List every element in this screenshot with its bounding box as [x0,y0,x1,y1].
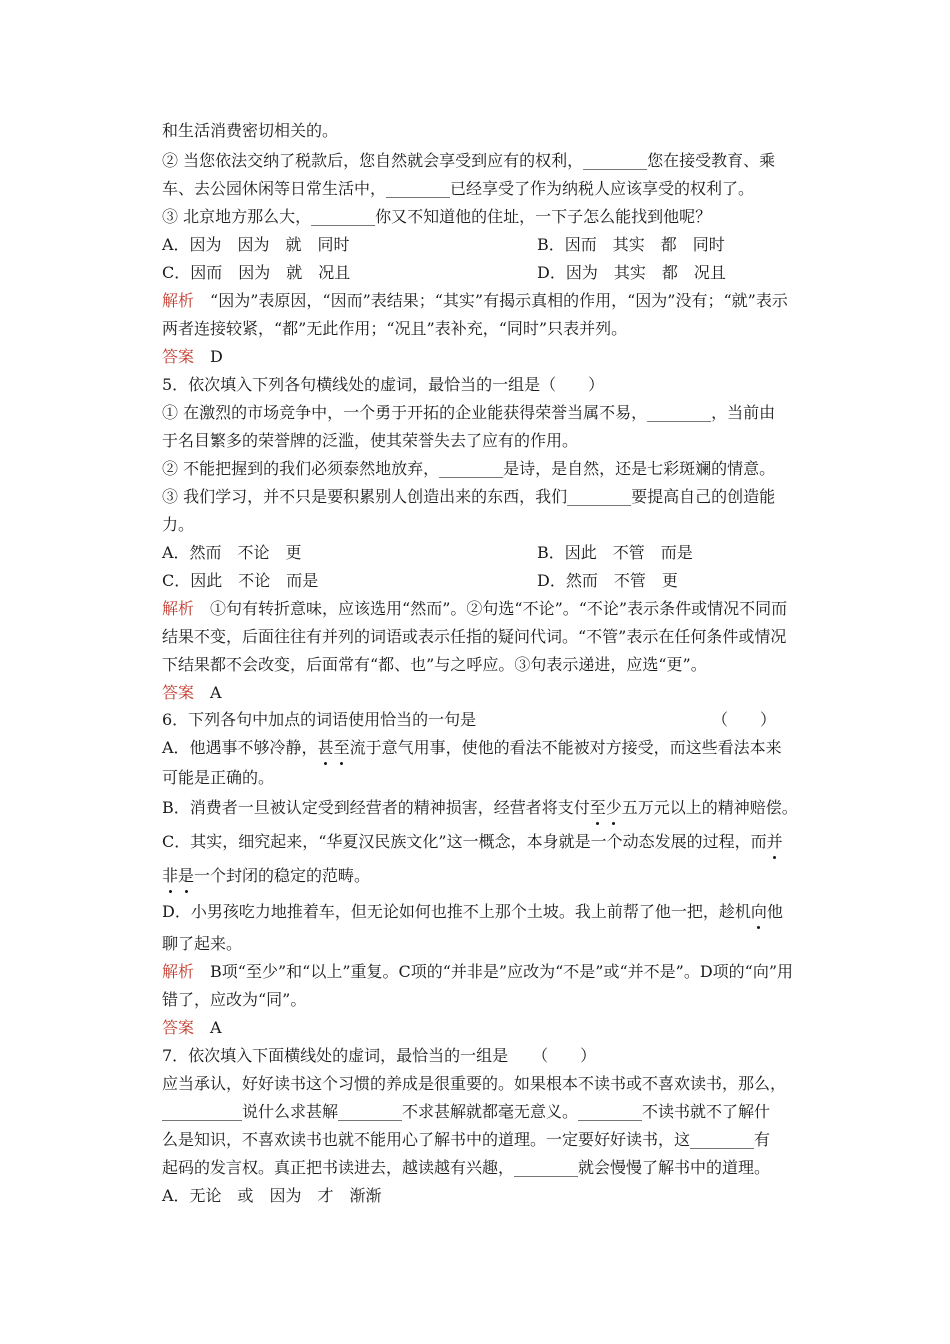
q5-sentence-2: ② 不能把握到的我们必须泰然地放弃，________是诗，是自然，还是七彩斑斓的情意。 [162,459,776,478]
q4-analysis-text: “因为”表原因，“因而”表结果；“其实”有揭示真相的作用，“因为”没有；“就”表示 [210,291,788,310]
q7-passage-line-3: 么是知识，不喜欢读书也就不能用心了解书中的道理。一定要好好读书，这________有 [162,1130,771,1149]
q5-option-a: A．然而 不论 更 [162,543,302,562]
q6-answer-line [162,1018,222,1038]
q7-option-a: A．无论 或 因为 才 渐渐 [162,1186,382,1205]
q4-text-line: 和生活消费密切相关的。 [162,121,339,140]
q5-analysis-line-2: 结果不变，后面往往有并列的词语或表示任指的疑问代词。“不管”表示在任何条件或情况 [162,627,787,646]
q4-analysis-line-1 [162,291,788,311]
q6-analysis-text: B项“至少”和“以上”重复。C项的“并非是”应改为“不是”或“并不是”。D项的“向”用 [210,962,794,981]
q6-analysis-line-2: 错了，应改为“同”。 [162,990,307,1009]
q6-a-text: A．他遇事不够冷静， [162,738,318,757]
q4-sentence-2-line-1: ② 当您依法交纳了税款后，您自然就会享受到应有的权利，________您在接受教育、乘 [162,151,776,170]
answer-label: 答案 [162,683,195,702]
q6-stem: 6．下列各句中加点的词语使用恰当的一句是 [162,710,477,729]
q5-option-b: B．因此 不管 而是 [537,543,693,562]
q4-sentence-2-line-2: 车、去公园休闲等日常生活中，________已经享受了作为纳税人应该享受的权利了。 [162,179,755,198]
q5-option-d: D．然而 不管 更 [537,571,678,590]
q4-option-a: A．因为 因为 就 同时 [162,235,350,254]
emphasis-dot-char: 至 [589,798,606,817]
q6-answer-value: A [210,1018,222,1037]
q4-analysis-line-2: 两者连接较紧，“都”无此作用；“况且”表补充，“同时”只表并列。 [162,319,628,338]
q5-stem: 5．依次填入下列各句横线处的虚词，最恰当的一组是（ ） [162,375,605,394]
q5-analysis-line-3: 下结果都不会改变，后面常有“都、也”与之呼应。③句表示递进，应选“更”。 [162,655,707,674]
answer-label: 答案 [162,347,195,366]
emphasis-dot-char: 至 [333,738,350,757]
q6-c-text: 一个封闭的稳定的范畴。 [194,866,371,885]
q7-passage-line-1: 应当承认，好好读书这个习惯的养成是很重要的。如果根本不读书或不喜欢读书，那么， [162,1074,787,1093]
q7-passage-line-2: __________说什么求甚解________不求甚解就都毫无意义。________不读书就不了解什 [162,1102,771,1121]
q6-d-text: 他 [766,902,783,921]
q4-sentence-3: ③ 北京地方那么大，________你又不知道他的住址，一下子怎么能找到他呢？ [162,207,712,226]
q6-option-a-line-2: 可能是正确的。 [162,768,275,787]
q4-answer-line [162,347,223,367]
q6-c-text: C．其实，细究起来，“华夏汉民族文化”这一概念，本身就是一个动态发展的过程，而 [162,832,767,851]
q5-sentence-3-line-2: 力。 [162,515,195,534]
q6-b-text: 五万元以上的精神赔偿。 [621,798,798,817]
q4-option-d: D．因为 其实 都 况且 [537,263,726,282]
q5-analysis-text: ①句有转折意味，应该选用“然而”。②句选“不论”。“不论”表示条件或情况不同而 [210,599,788,618]
emphasis-dot-char: 向 [750,902,767,921]
emphasis-dot-char: 少 [605,798,622,817]
q6-option-c-line-1 [162,832,783,852]
q6-option-c-line-2 [162,866,370,886]
answer-label: 答案 [162,1018,195,1037]
q6-d-text: D．小男孩吃力地推着车，但无论如何也推不上那个土坡。我上前帮了他一把，趁机 [162,902,751,921]
q6-a-text: 流于意气用事，使他的看法不能被对方接受，而这些看法本来 [349,738,782,757]
analysis-label: 解析 [162,599,195,618]
emphasis-dot-char: 非 [162,866,179,885]
q5-analysis-line-1 [162,599,787,619]
q4-answer-value: D [210,347,223,366]
q7-stem: 7．依次填入下面横线处的虚词，最恰当的一组是 （ ） [162,1046,597,1065]
q6-b-text: B．消费者一旦被认定受到经营者的精神损害，经营者将支付 [162,798,590,817]
q5-sentence-3-line-1: ③ 我们学习，并不只是要积累别人创造出来的东西，我们________要提高自己的创造能 [162,487,776,506]
q5-sentence-1-line-2: 于名目繁多的荣誉牌的泛滥，使其荣誉失去了应有的作用。 [162,431,579,450]
emphasis-dot-char: 甚 [317,738,334,757]
q5-option-c: C．因此 不论 而是 [162,571,319,590]
q4-option-b: B．因而 其实 都 同时 [537,235,725,254]
q6-option-d-line-2: 聊了起来。 [162,934,243,953]
q7-passage-line-4: 起码的发言权。真正把书读进去，越读越有兴趣，________就会慢慢了解书中的道理。 [162,1158,771,1177]
q6-option-b [162,798,798,818]
q6-answer-parens: （ ） [712,710,777,729]
q6-option-d-line-1 [162,902,783,922]
q5-answer-line [162,683,222,703]
q5-sentence-1-line-1: ① 在激烈的市场竞争中，一个勇于开拓的企业能获得荣誉当属不易，________，当前由 [162,403,776,422]
q4-option-c: C．因而 因为 就 况且 [162,263,351,282]
q5-answer-value: A [210,683,222,702]
emphasis-dot-char: 是 [178,866,195,885]
q6-option-a-line-1 [162,738,782,758]
q6-analysis-line-1 [162,962,793,982]
emphasis-dot-char: 并 [766,832,783,851]
analysis-label: 解析 [162,291,195,310]
analysis-label: 解析 [162,962,195,981]
